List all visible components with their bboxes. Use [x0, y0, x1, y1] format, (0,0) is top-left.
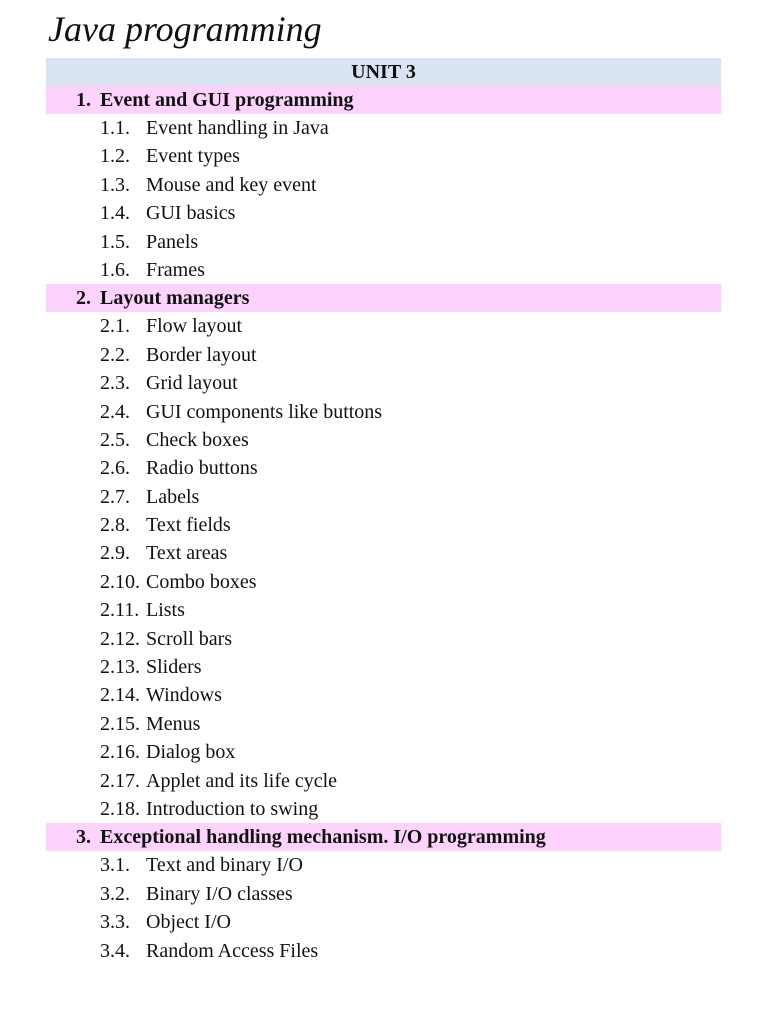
item-text: GUI components like buttons — [146, 400, 383, 423]
item-number: 2.1. — [100, 315, 130, 338]
list-item — [46, 625, 721, 653]
item-text: Grid layout — [146, 372, 238, 395]
section-heading — [46, 284, 721, 312]
item-number: 2.13. — [100, 656, 140, 679]
item-text: Text areas — [146, 542, 228, 565]
item-number: 2.14. — [100, 684, 140, 707]
list-item — [46, 256, 721, 284]
item-number: 1.1. — [100, 117, 130, 139]
item-number: 2.9. — [100, 542, 130, 565]
list-item — [46, 880, 721, 908]
section-number: 1. — [76, 89, 91, 111]
item-number: 2.7. — [100, 485, 130, 508]
list-item — [46, 341, 721, 369]
item-number: 3.2. — [100, 882, 130, 905]
item-text: Text and binary I/O — [146, 854, 303, 877]
item-number: 2.6. — [100, 457, 130, 480]
item-text: Object I/O — [146, 911, 231, 934]
item-text: Applet and its life cycle — [146, 769, 338, 792]
item-number: 1.5. — [100, 230, 130, 253]
list-item — [46, 171, 721, 199]
item-number: 2.17. — [100, 769, 140, 792]
section-number: 3. — [76, 826, 91, 849]
item-text: Check boxes — [146, 428, 249, 451]
list-item — [46, 398, 721, 426]
list-item — [46, 851, 721, 879]
unit-outline — [46, 58, 721, 965]
item-text: Text fields — [146, 514, 231, 537]
item-number: 2.18. — [100, 797, 140, 820]
item-number: 1.2. — [100, 145, 130, 168]
list-item — [46, 369, 721, 397]
item-text: Event handling in Java — [146, 117, 329, 139]
section-title: Layout managers — [100, 287, 250, 310]
item-number: 2.4. — [100, 400, 130, 423]
item-text: Mouse and key event — [146, 173, 317, 196]
item-number: 3.3. — [100, 911, 130, 934]
item-number: 2.8. — [100, 514, 130, 537]
item-text: Frames — [146, 258, 205, 281]
item-number: 3.1. — [100, 854, 130, 877]
list-item — [46, 710, 721, 738]
item-text: Border layout — [146, 343, 257, 366]
item-text: Random Access Files — [146, 939, 319, 962]
document-title: Java programming — [48, 9, 322, 49]
item-text: Windows — [146, 684, 222, 707]
item-text: Sliders — [146, 656, 202, 679]
item-text: Combo boxes — [146, 570, 257, 593]
list-item — [46, 681, 721, 709]
item-number: 2.15. — [100, 712, 140, 735]
item-text: Scroll bars — [146, 627, 233, 650]
list-item — [46, 568, 721, 596]
item-text: Binary I/O classes — [146, 882, 293, 905]
item-number: 3.4. — [100, 939, 130, 962]
list-item — [46, 795, 721, 823]
list-item — [46, 228, 721, 256]
list-item — [46, 483, 721, 511]
list-item — [46, 142, 721, 170]
item-text: GUI basics — [146, 202, 236, 225]
section-title: Event and GUI programming — [100, 89, 354, 111]
section-heading — [46, 86, 721, 114]
section-number: 2. — [76, 287, 91, 310]
list-item — [46, 738, 721, 766]
list-item — [46, 114, 721, 142]
item-number: 2.11. — [100, 599, 140, 622]
item-number: 1.3. — [100, 173, 130, 196]
item-text: Event types — [146, 145, 240, 168]
item-text: Introduction to swing — [146, 797, 319, 820]
item-text: Flow layout — [146, 315, 243, 338]
list-item — [46, 312, 721, 340]
list-item — [46, 199, 721, 227]
item-number: 2.2. — [100, 343, 130, 366]
item-number: 1.4. — [100, 202, 130, 225]
list-item — [46, 539, 721, 567]
section-title: Exceptional handling mechanism. I/O programming — [100, 826, 546, 849]
item-text: Menus — [146, 712, 201, 735]
item-number: 2.3. — [100, 372, 130, 395]
item-number: 2.5. — [100, 428, 130, 451]
item-number: 2.12. — [100, 627, 140, 650]
item-text: Panels — [146, 230, 199, 253]
item-text: Radio buttons — [146, 457, 258, 480]
item-number: 2.16. — [100, 741, 140, 764]
list-item — [46, 908, 721, 936]
list-item — [46, 767, 721, 795]
section-heading — [46, 823, 721, 851]
item-text: Dialog box — [146, 741, 236, 764]
list-item — [46, 426, 721, 454]
unit-header: UNIT 3 — [46, 58, 721, 86]
list-item — [46, 596, 721, 624]
list-item — [46, 653, 721, 681]
item-text: Labels — [146, 485, 200, 508]
list-item — [46, 454, 721, 482]
list-item — [46, 511, 721, 539]
item-number: 2.10. — [100, 570, 140, 593]
item-text: Lists — [146, 599, 185, 622]
list-item — [46, 937, 721, 965]
item-number: 1.6. — [100, 258, 130, 281]
